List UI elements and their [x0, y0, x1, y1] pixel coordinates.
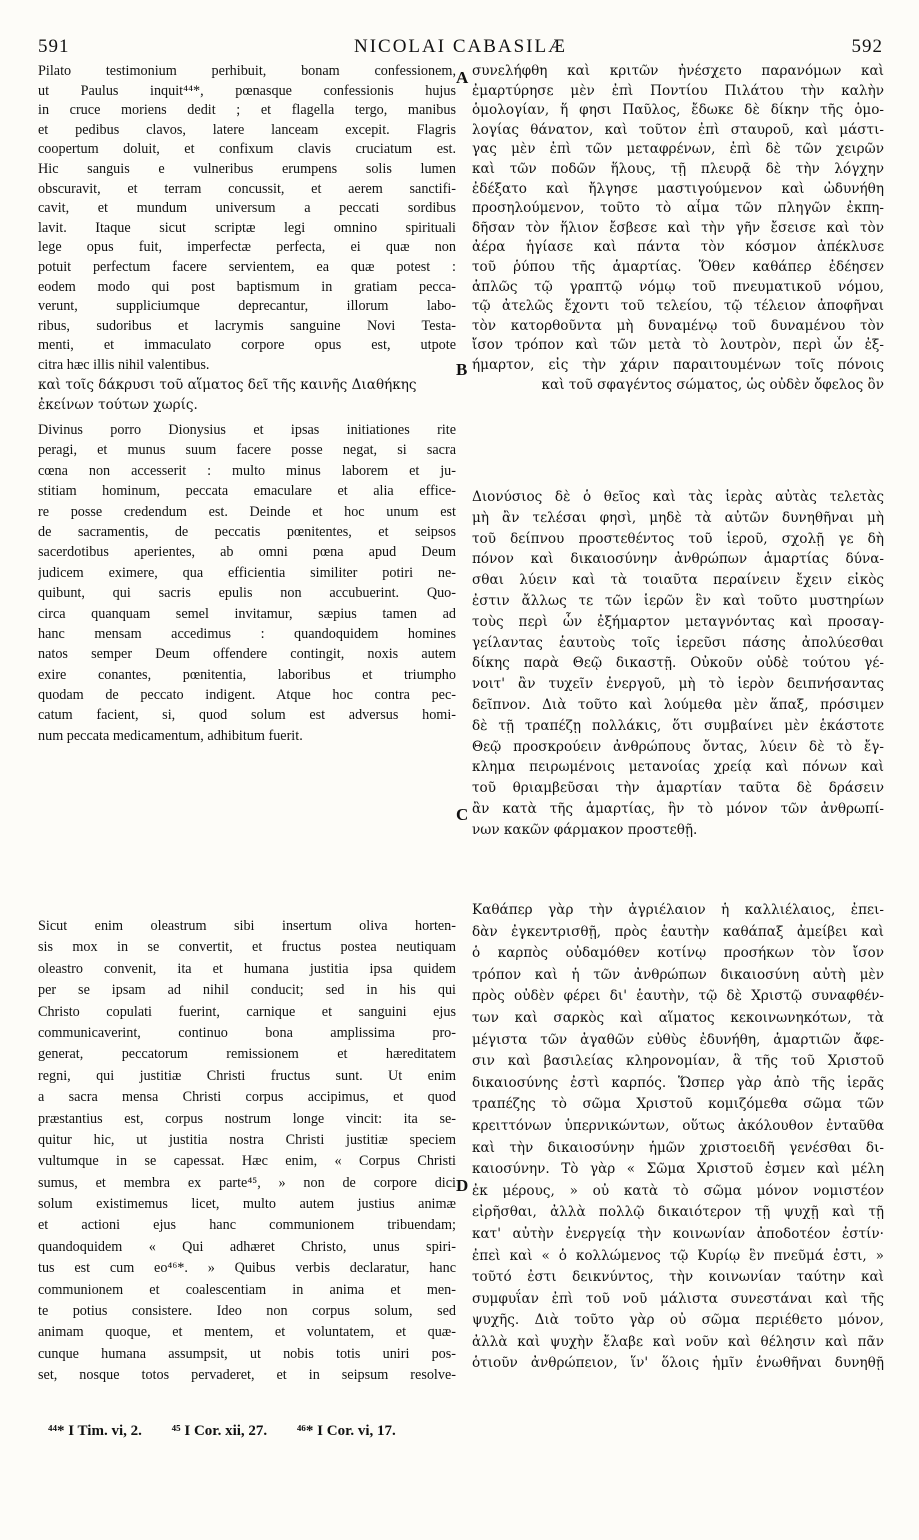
text-line: a sacra mensa Christi corpus accipimus, et quod: [38, 1089, 456, 1106]
text-line: λογίας θάνατον, καὶ τοῦτον ἐπὶ σταυροῦ, καὶ μάστι-: [472, 121, 884, 138]
text-line: ἴσον τρόπον καὶ τῶν μετὰ τὸ λουτρὸν, περὶ ὧν ἐξ-: [472, 337, 884, 354]
text-line: ἐστιν ἄλλως τε τῶν ἱερῶν ἓν καὶ τοῦτο μυστηρίων: [472, 592, 884, 609]
text-line: Hic sanguis e vulneribus erumpens solis lumen: [38, 160, 456, 177]
text-line: ut Paulus inquit⁴⁴*, pœnasque confessionis hujus: [38, 82, 456, 99]
latin-column-block-2: [38, 420, 456, 746]
text-line: γείλαντας ἑαυτοὺς τοῖς ἱερεῦσι πάσης ἀπολύεσθαι: [472, 634, 884, 651]
text-segment: ἐκείνων τούτων χωρίς.: [38, 396, 198, 413]
text-line: καὶ τῶν ποδῶν ἥλους, τῇ πλευρᾷ δὲ τὴν λόγχην: [472, 160, 884, 177]
text-line: exire conantes, pœnitentia, laboribus et triumpho: [38, 666, 456, 683]
text-line: γας μὲν ἐπὶ τῶν μεταφρένων, ἐπὶ δὲ τῶν χειρῶν: [472, 141, 884, 158]
text-line: κλημα πειρωμένοις μετανοίας χρείᾳ καὶ πόνων καὶ: [472, 759, 884, 776]
text-line: δὲ τῇ τραπέζῃ πολλάκις, ὅτι συμβαίνει μὲν ἑκάστοτε: [472, 717, 884, 734]
text-line: per se ipsam ad nihil conducit; sed in his qui: [38, 982, 456, 999]
text-line: κατ' αὐτὴν ἐνεργείᾳ τὴν κοινωνίαν ἀποδοτέον ἐστίν·: [472, 1225, 884, 1242]
text-line: lege opus fuit, imperfectæ perfecta, ei quæ non: [38, 239, 456, 256]
footnote: ⁴⁴* I Tim. vi, 2.: [48, 1423, 142, 1439]
text-line: σιν καὶ βασιλείας κληρονομίαν, ἃ τῆς τοῦ Χριστοῦ: [472, 1053, 884, 1070]
text-line: vultumque in se capessat. Hæc enim, « Corpus Christi: [38, 1153, 456, 1170]
text-line: regni, qui justitiæ Christi fructus sunt. Ut enim: [38, 1067, 456, 1084]
text-line: καιοσύνην. Τὸ γὰρ « Σῶμα Χριστοῦ ἐσμεν καὶ μέλη: [472, 1161, 884, 1178]
text-line: ἁπλῶς τῷ γραπτῷ νόμῳ τοῦ πνευματικοῦ νόμου,: [472, 278, 884, 295]
text-line: sacerdotibus aperientes, ab omni pœna apud Deum: [38, 544, 456, 561]
text-line: coopertum doluit, et confixum clavis cruciatum est.: [38, 141, 456, 158]
text-line: Καθάπερ γὰρ τὴν ἀγριέλαιον ἡ καλλιέλαιος, ἐπει-: [472, 902, 884, 918]
margin-letter-d: D: [456, 1176, 469, 1195]
text-line: judicem eximere, qua efficientia similiter potiri ne-: [38, 564, 456, 581]
text-line: ήμαρτον, εἰς τὴν χάριν παραιτουμένων τοῖς πόνοις: [472, 356, 884, 373]
text-line: cœna non accesserit : multo minus laborem et ju-: [38, 462, 456, 479]
text-line: Christo copulati fuerint, carnique et sanguini ejus: [38, 1003, 456, 1020]
footnote: ⁴⁶* I Cor. vi, 17.: [296, 1423, 396, 1439]
text-line: animam quoque, et mentem, et voluntatem, et quæ-: [38, 1324, 456, 1341]
text-line: Θεῷ προσκρούειν ἀνθρώπους ὄντας, λύειν δὲ τὸ ἔγ-: [472, 738, 884, 755]
text-line: quibunt, qui sacris epulis non accubuerint. Quo-: [38, 585, 456, 602]
text-line: te potius consistere. Ideo non corpus solum, sed: [38, 1303, 456, 1320]
text-line: set, nosque totos pervaderet, et in seipsum resolve-: [38, 1367, 456, 1384]
text-line: νων κακῶν φάρμακον προστεθῇ.: [472, 821, 698, 838]
text-line: lavit. Itaque sicut scriptæ legi omnino spirituali: [38, 219, 456, 236]
text-line: potuit perfectum facere servientem, ea quæ potest :: [38, 258, 456, 275]
text-line: νοιτ' ἂν τυχεῖν ἐνεργοῦ, μὴ τὸ ἱερὸν δειπνήσαντας: [472, 676, 884, 693]
text-line: quitur hic, ut justitia nostra Christi justitiæ speciem: [38, 1131, 456, 1148]
text-line: πρὸς οὐδὲν φέρει δι' ἑαυτὴν, τῷ δὲ Χριστῷ συναφθέν-: [472, 988, 884, 1005]
footnote: ⁴⁵ I Cor. xii, 27.: [171, 1423, 268, 1439]
text-line: Sicut enim oleastrum sibi insertum oliva horten-: [38, 918, 456, 934]
text-line: communionem et coalescentiam in anima et men-: [38, 1281, 456, 1298]
text-line: menti, et immaculato corpore opus est, utpote: [38, 337, 456, 354]
text-line: ψυχῆς. Διὰ τοῦτο γὰρ οὐ σῶμα περιέθετο μόνον,: [472, 1312, 884, 1329]
latin-column-block-3: [38, 916, 456, 1387]
text-line: [38, 396, 884, 416]
text-line: καὶ τὴν δικαιοσύνην ἡμῶν χριστοειδῆ γενέσθαι δι-: [472, 1139, 884, 1156]
text-line: τοὺς περὶ ὧν ἐξήμαρτον μεταγνόντας καὶ προσαγ-: [472, 613, 884, 630]
text-line: sis mox in se convertit, et fructus postea neutiquam: [38, 939, 456, 956]
text-line: eodem modo qui post baptismum in gratiam pecca-: [38, 278, 456, 295]
text-line: sumus, et membra ex parte⁴⁵, » non de corpore dici: [38, 1174, 456, 1191]
text-line: πόνον καὶ δικαιοσύνην ἀνθρώπων ἁμαρτίας δύνα-: [472, 551, 884, 568]
text-line: ἐκ μέρους, » οὐ κατὰ τὸ σῶμα μόνον νομιστέον: [472, 1182, 884, 1199]
text-line: ἐμαρτύρησε μὲν ἐπὶ Ποντίου Πιλάτου τὴν καλὴν: [472, 82, 884, 99]
text-line: δῆσαν τὸν ἥλιον ἔσβεσε καὶ τὴν γῆν ἔσεισε καὶ τὸν: [472, 219, 884, 236]
text-line: ἐδέξατο καὶ ἤλγησε μαστιγούμενον καὶ ὠδυνήθη: [472, 180, 884, 197]
text-line: τοῦτό ἐστι δεικνύντος, τὴν κοινωνίαν ταύτην καὶ: [472, 1269, 884, 1286]
running-head: [38, 36, 883, 60]
text-line: hanc mensam accedimus : quandoquidem homines: [38, 625, 456, 642]
text-line: generat, peccatorum remissionem et hæreditatem: [38, 1046, 456, 1063]
text-line: συμφυΐαν ἐπὶ τοῦ νοῦ μάλιστα συνεστάναι καὶ τῆς: [472, 1290, 884, 1307]
text-line: Pilato testimonium perhibuit, bonam confessionem,: [38, 63, 456, 79]
margin-letter-b: B: [456, 360, 468, 379]
text-line: præstantius est, corpus nostrum longe vincit: ita se-: [38, 1110, 456, 1127]
margin-letter-a: A: [456, 68, 469, 87]
text-line: τοῦ θριαμβεῦσαι τὴν ἁμαρτίαν ταῦτα δὲ δράσειν: [472, 780, 884, 797]
text-segment: καὶ τοῖς δάκρυσι τοῦ αἵματος δεῖ τῆς καινῆς Διαθήκης: [38, 377, 417, 393]
text-line: et actioni ejus hanc communionem tribuendam;: [38, 1217, 456, 1234]
text-line: μὴ ἂν τελέσαι φησὶ, μηδὲ τὰ αὐτῶν δυνηθῆναι μὴ: [472, 509, 884, 526]
text-line: τὸν κατορθοῦντα μὴ δυναμένῳ τοῦ δυναμένου τὸν: [472, 317, 884, 334]
text-line: quandoquidem « Qui adhæret Christo, unus spiri-: [38, 1238, 456, 1255]
text-segment: καὶ τοῦ σφαγέντος σώματος, ὡς οὐδὲν ὄφελος ὂν: [541, 377, 884, 393]
text-line: obscuravit, et terram concussit, et aerem sanctifi-: [38, 180, 456, 197]
text-line: stitiam hominum, peccata emaculare et alia effice-: [38, 483, 456, 500]
text-line: ὁμολογίαν, ἥ φησι Παῦλος, ἔδωκε δὲ δίκην τῆς ὁμο-: [472, 102, 884, 119]
text-line: in cruce moriens dedit ; et flagella tergo, manibus: [38, 102, 456, 119]
text-line: tus est cum eo⁴⁶*. » Quibus verbis declaratur, hanc: [38, 1260, 456, 1277]
page-number-left: 591: [38, 36, 70, 57]
text-line: τῷ ἀτελῶς ἔχοντι τοῦ τελείου, τῷ τέλειον ἀποφῆναι: [472, 298, 884, 315]
text-line: ἀέρα ἡγίασε καὶ πάντα τὸν κόσμον ἀπέκλυσε: [472, 239, 884, 256]
text-line: quodam de peccato indigent. Atque hoc contra pec-: [38, 687, 456, 704]
margin-letter-c: C: [456, 805, 469, 824]
text-line: ὁτιοῦν ἀνθρώπειον, ἵν' ὅλοις ἡμῖν ἑνωθῆναι δυνηθῇ: [472, 1355, 884, 1372]
text-line: re posse credendum est. Deinde et hoc unum est: [38, 503, 456, 520]
text-line: ribus, sudoribus et lacrymis sanguine Novi Testa-: [38, 317, 456, 334]
text-line: cavit, et mundum universum a peccati sordibus: [38, 200, 456, 217]
text-line: Divinus porro Dionysius et ipsas initiationes rite: [38, 422, 456, 438]
text-line: τοῦ δείπνου προστεθέντος τοῦ ἱεροῦ, σχολῇ γε δὴ: [472, 530, 884, 547]
full-width-greek-lines: [38, 376, 884, 415]
text-line: τρόπον καὶ ἡ τῶν ἀνθρώπων δικαιοσύνη αὐτὴ μὲν: [472, 966, 884, 983]
text-line: cunque humana assumpsit, ut nobis totis uniri pos-: [38, 1345, 456, 1362]
page-number-right: 592: [851, 36, 883, 57]
text-line: εἰρῆσθαι, ἀλλὰ πολλῷ δικαιότερον τῇ ψυχῇ καὶ τῇ: [472, 1204, 884, 1221]
text-line: προσηλούμενον, τοῦτο τὸ αἷμα τῶν πληγῶν ἐκπη-: [472, 200, 884, 217]
greek-column-block-3: [472, 900, 884, 1375]
text-line: δίκης παρὰ Θεῷ δικαστῇ. Οὐκοῦν οὐδὲ τούτου γέ-: [472, 655, 884, 672]
text-line: τραπέζης τὸ σῶμα Χριστοῦ κομιζόμεθα σῶμα τῶν: [472, 1096, 884, 1113]
text-line: ἀλλὰ καὶ ψυχὴν ἔλαβε καὶ νοῦν καὶ θέλησιν καὶ πᾶν: [472, 1333, 884, 1350]
text-line: catum facient, si, quod solum est adversus homi-: [38, 707, 456, 724]
text-line: μέγιστα τῶν ἀγαθῶν εὐθὺς ἐδυνήθη, ἁμαρτιῶν ἄφε-: [472, 1031, 884, 1048]
text-line: communicaverint, continuo bona amplissima pro-: [38, 1024, 456, 1041]
text-line: num peccata medicamentum, adhibitum fuerit.: [38, 727, 303, 744]
text-line: solum existimemus licet, multo autem justius animæ: [38, 1196, 456, 1213]
text-line: et pedibus clavos, latere lanceam excepit. Flagris: [38, 121, 456, 138]
greek-column-block-1: [472, 62, 884, 376]
text-line: δικαιοσύνης ἐστὶ καρπός. Ὥσπερ γὰρ ἀπὸ τῆς ἱερᾶς: [472, 1074, 884, 1091]
text-line: de sacramentis, de peccatis pœnitentes, et seipsos: [38, 523, 456, 540]
text-line: verunt, suppliciumque deprecantur, illorum labo-: [38, 298, 456, 315]
text-line: δεῖπνον. Διὰ τοῦτο καὶ λούμεθα μὲν ἅπαξ, πρόσιμεν: [472, 696, 884, 713]
text-line: συνελήφθη καὶ κριτῶν ἠνέσχετο παρανόμων καὶ: [472, 63, 884, 79]
text-line: citra hæc illis nihil valentibus.: [38, 356, 210, 373]
text-line: σθαι λύειν καὶ τὰ τοιαῦτα περαίνειν ἔχειν εἰκὸς: [472, 572, 884, 589]
text-line: peragi, et munus suum facere posse negat, si sacra: [38, 442, 456, 459]
text-line: Διονύσιος δὲ ὁ θεῖος καὶ τὰς ἱερὰς αὐτὰς τελετὰς: [472, 489, 884, 505]
text-line: ὁ καρπὸς οὐδαμόθεν κοτίνῳ προσήκων τὸν ἴσον: [472, 945, 884, 962]
text-line: κρειττόνων ὑπερνικώντων, οὕτως ἀκόλουθον ἐνταῦθα: [472, 1117, 884, 1134]
text-line: natos semper Deum offendere contingit, noxis autem: [38, 646, 456, 663]
text-line: ἐπεὶ καὶ « ὁ κολλώμενος τῷ Κυρίῳ ἓν πνεῦμά ἐστι, »: [472, 1247, 884, 1264]
latin-column-block-1: [38, 62, 456, 376]
text-line: oleastro convenit, ita et humana justitia ipsa quidem: [38, 960, 456, 977]
footnotes: [48, 1423, 422, 1440]
text-line: δὰν ἐγκεντρισθῇ, πρὸς ἑαυτὴν καθάπαξ ἀμείβει καὶ: [472, 923, 884, 940]
text-line: circa quanquam semel invitamur, sæpius tamen ad: [38, 605, 456, 622]
text-line: των καὶ σαρκὸς καὶ αἵματος κεκοινωνηκότων, τὰ: [472, 1009, 884, 1026]
running-title: NICOLAI CABASILÆ: [353, 36, 568, 57]
text-line: τοῦ ῥύπου τῆς ἁμαρτίας. Ὅθεν καθάπερ ἐδέησεν: [472, 258, 884, 275]
greek-column-block-2: [472, 487, 884, 841]
text-line: ἂν κατὰ τῆς ἁμαρτίας, ἣν τὸ μόνον τῶν ἀνθρωπί-: [472, 800, 884, 817]
